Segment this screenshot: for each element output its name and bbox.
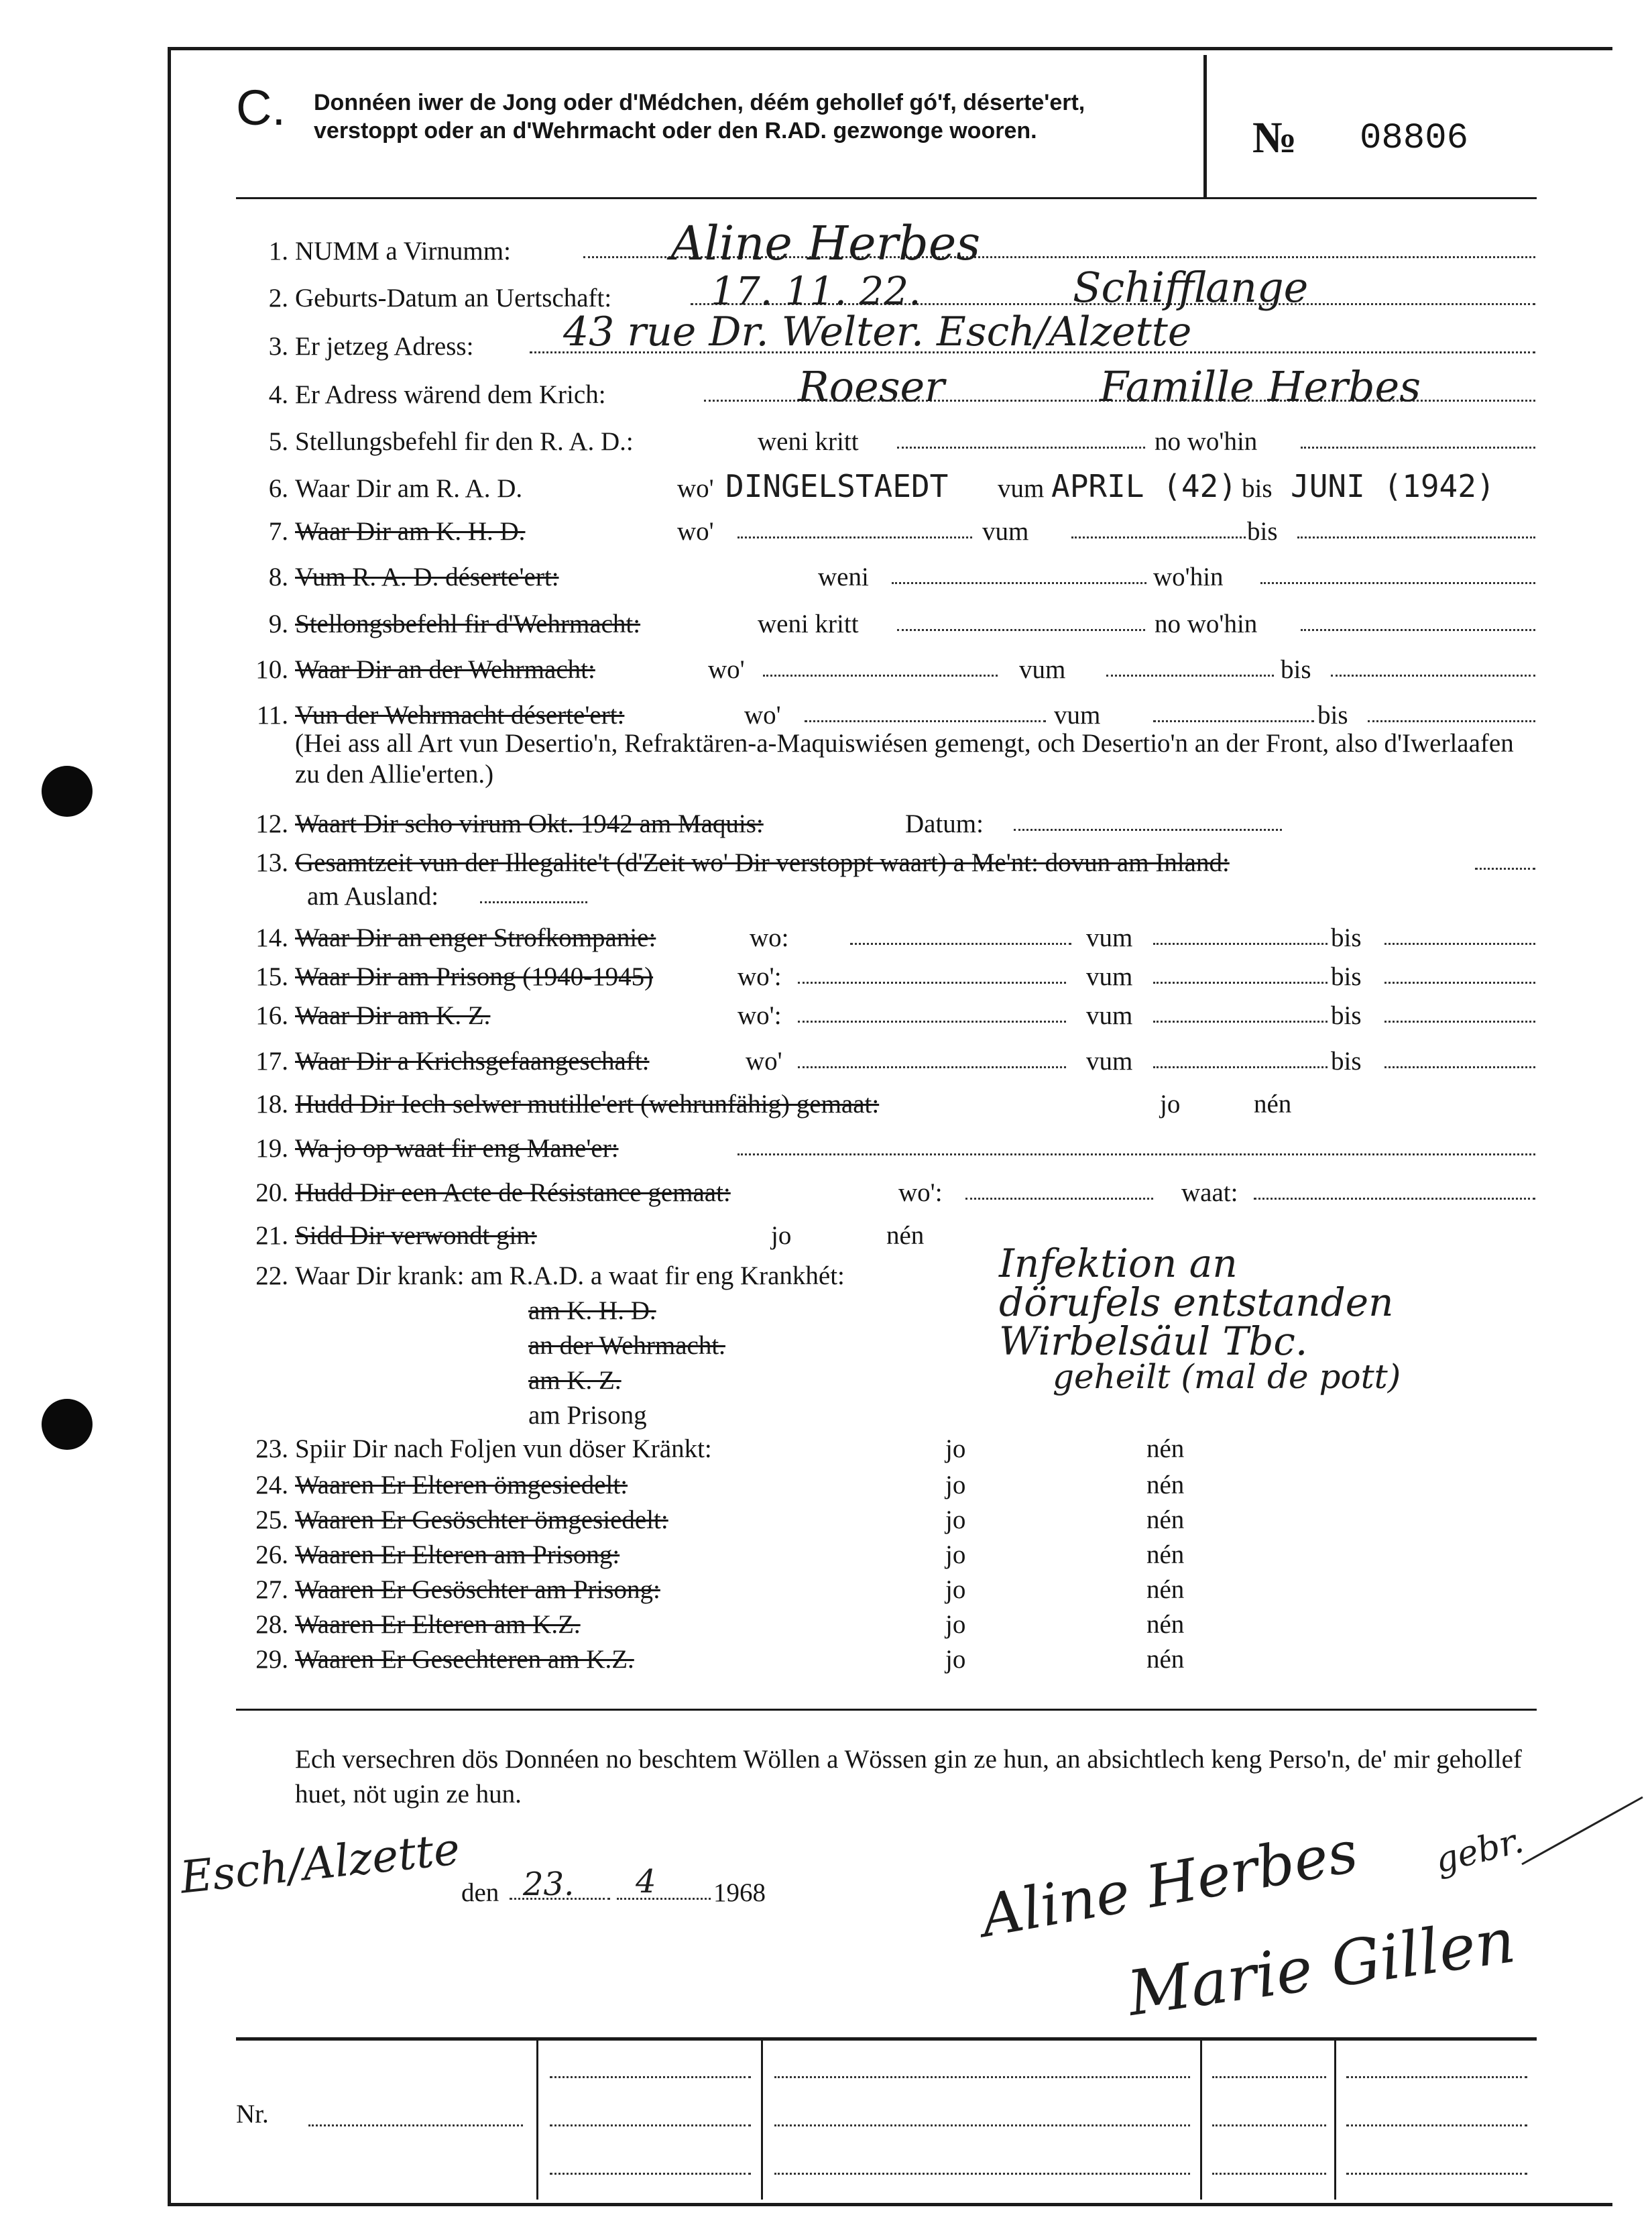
birth-place-value: Schifflange [1073,263,1309,312]
inland-field[interactable] [1475,848,1535,870]
weni-field[interactable] [897,609,1145,631]
row-label: NUMM a Virnumm: [295,237,511,266]
row-number: 13. [255,848,288,877]
signature-aline-herbes: Aline Herbes [976,1818,1363,1951]
row-label: Spiir Dir nach Foljen vun döser Kränkt: [295,1434,712,1463]
vum-label: vum [1086,1047,1133,1076]
row-number: 5. [268,427,288,456]
wo-label: wo': [738,962,782,991]
vum-label: vum [1054,701,1101,730]
row-number: 14. [255,923,288,952]
footer-col-2 [761,2039,763,2200]
bis-label: bis [1331,1047,1362,1076]
row-label: Waar Dir an enger Strofkompanie: [295,923,656,952]
wo-label: wo': [738,1001,782,1030]
row-label: Hudd Dir Iech selwer mutille'ert (wehrunfähig) gemaat: [295,1090,880,1119]
row-number: 22. [255,1261,288,1290]
row-number: 15. [255,962,288,991]
birth-date-value: 17. 11. 22. [711,268,921,314]
vum-label: vum [998,474,1045,503]
row-label: Waar Dir a Krichsgefaangeschaft: [295,1047,650,1076]
footer-field-2a[interactable] [774,2056,1190,2078]
illness-handwritten-4: geheilt (mal de pott) [1053,1357,1401,1396]
waat-label: waat: [1181,1178,1238,1207]
row-number: 18. [255,1090,288,1119]
row-label: Waar Dir krank: am R.A.D. a waat fir eng Krankhét: [295,1261,845,1290]
vum-field[interactable] [1153,700,1314,722]
jo-option: jo [945,1610,966,1639]
row-label: Vum R. A. D. déserte'ert: [295,563,559,591]
nr-field[interactable] [308,2104,523,2126]
row-number: 8. [268,563,288,591]
bis-field[interactable] [1384,1001,1535,1023]
row-number: 11. [256,701,288,730]
illness-sub-4: am Prisong [528,1401,647,1430]
row-number: 12. [255,809,288,838]
weni-label: weni kritt [758,427,859,456]
form-title: Donnéen iwer de Jong oder d'Médchen, déém gehollef gó'f, déserte'ert, verstoppt oder an d'Wehrmacht oder den R.AD. gezwonge wooren. [314,90,1085,144]
row-label: Waaren Er Gesöschter am Prisong: [295,1575,660,1604]
weni-label: weni kritt [758,610,859,638]
jo-option: jo [945,1645,966,1674]
signature-suffix: gebr. [1431,1820,1528,1882]
row-label: Waaren Er Elteren am Prisong: [295,1540,620,1569]
row-number: 27. [255,1575,288,1604]
wo-label: wo' [677,474,714,503]
footer-field-4c[interactable] [1346,2153,1527,2175]
den-label: den [461,1878,499,1907]
illness-handwritten-2: dörufels entstanden [999,1279,1394,1325]
bis-field[interactable] [1384,962,1535,984]
rad-to: JUNI (1942) [1291,468,1495,504]
bis-field[interactable] [1368,700,1535,722]
manner-field[interactable] [738,1133,1535,1155]
row-label: Wa jo op waat fir eng Mane'er: [295,1134,619,1163]
jo-option: jo [945,1471,966,1499]
waat-field[interactable] [1254,1178,1535,1200]
footer-col-3 [1200,2039,1202,2200]
nen-option: nén [1146,1610,1185,1639]
header-divider [1203,55,1207,197]
footer-field-1b[interactable] [550,2104,751,2126]
row-label: Waar Dir am R. A. D. [295,474,523,503]
vum-label: vum [1086,962,1133,991]
rad-place: DINGELSTAEDT [725,468,949,504]
footer-top-rule [236,2037,1537,2041]
row-number: 9. [268,610,288,638]
nen-option: nén [1254,1090,1292,1119]
footer-field-4b[interactable] [1346,2104,1527,2126]
footer-field-3a[interactable] [1212,2056,1326,2078]
vum-label: vum [1086,923,1133,952]
footer-col-1 [536,2039,538,2200]
row-label: Waaren Er Gesöschter ömgesiedelt: [295,1505,668,1534]
weni-field[interactable] [897,426,1145,449]
date-month-field [617,1878,711,1900]
row-label: Stellongsbefehl fir d'Wehrmacht: [295,610,641,638]
vum-field[interactable] [1106,654,1274,677]
wo-field[interactable] [965,1178,1153,1200]
nen-option: nén [1146,1575,1185,1604]
wo-label: wo' [677,517,714,546]
ausland-label: am Ausland: [307,882,439,911]
row-label: Waar Dir am K. Z. [295,1001,491,1030]
wohin-label: no wo'hin [1155,610,1258,638]
row-label: Er jetzeg Adress: [295,332,474,361]
wo-field[interactable] [850,923,1071,945]
date-day: 23. [523,1866,575,1903]
weni-label: weni [818,563,869,591]
wo-field[interactable] [798,962,1066,984]
row-label: Waar Dir an der Wehrmacht: [295,655,595,684]
bis-field[interactable] [1297,516,1535,538]
row-label: Waart Dir scho virum Okt. 1942 am Maquis: [295,809,764,838]
weni-field[interactable] [892,562,1146,584]
row-label: Waar Dir am K. H. D. [295,517,526,546]
row-number: 4. [268,380,288,409]
row-number: 21. [255,1221,288,1250]
nen-option: nén [1146,1471,1185,1499]
war-address-b: Famille Herbes [1100,362,1421,411]
signature-marie-gillen: Marie Gillen [1123,1904,1520,2030]
vum-label: vum [982,517,1029,546]
row-label: Sidd Dir verwondt gin: [295,1221,537,1250]
footer-field-4a[interactable] [1346,2056,1527,2078]
date-month: 4 [636,1863,656,1900]
row-number: 6. [268,474,288,503]
row-number: 1. [268,237,288,266]
wohin-label: wo'hin [1153,563,1224,591]
signature-place: Esch/Alzette [178,1823,463,1904]
jo-option: jo [1160,1090,1181,1119]
row-label: Gesamtzeit vun der Illegalite't (d'Zeit wo' Dir verstoppt waart) a Me'nt: dovun am Inland: [295,848,1230,877]
wo-label: wo' [708,655,745,684]
datum-field[interactable] [1014,809,1282,831]
wo-field[interactable] [798,1046,1066,1068]
form-number: 08806 [1360,118,1469,159]
illness-sub-2: an der Wehrmacht. [528,1331,725,1360]
vum-field[interactable] [1153,923,1328,945]
nr-label: Nr. [236,2100,269,2128]
footer-field-2c[interactable] [774,2153,1190,2175]
header-bottom-rule [236,197,1537,199]
row-number: 19. [255,1134,288,1163]
nen-option: nén [1146,1645,1185,1674]
wo-label: wo' [746,1047,782,1076]
bis-label: bis [1331,1001,1362,1030]
vum-field[interactable] [1153,962,1328,984]
wo-label: wo': [898,1178,943,1207]
wo-field[interactable] [798,1001,1066,1023]
illness-handwritten-1: Infektion an [999,1241,1238,1286]
footer-field-2b[interactable] [774,2104,1190,2126]
jo-option: jo [945,1540,966,1569]
row-number: 7. [268,517,288,546]
nen-option: nén [886,1221,925,1250]
nen-option: nén [1146,1540,1185,1569]
signature-stroke [1515,1784,1649,1878]
row-label: Geburts-Datum an Uertschaft: [295,284,612,312]
row-number: 24. [255,1471,288,1499]
row-number: 29. [255,1645,288,1674]
wo-label: wo' [744,701,781,730]
bis-label: bis [1281,655,1311,684]
vum-label: vum [1086,1001,1133,1030]
row-number: 17. [255,1047,288,1076]
row-number: 20. [255,1178,288,1207]
row-label: Waaren Er Elteren am K.Z. [295,1610,581,1639]
bis-label: bis [1331,962,1362,991]
jo-option: jo [945,1434,966,1463]
bis-label: bis [1247,517,1278,546]
punch-hole-top [42,766,93,817]
footer-field-3c[interactable] [1212,2153,1326,2175]
row-label: Hudd Dir een Acte de Résistance gemaat: [295,1178,731,1207]
jo-option: jo [945,1575,966,1604]
row-number: 10. [255,655,288,684]
declaration-text: Ech versechren dös Donnéen no beschtem Wöllen a Wössen gin ze hun, an absichtlech keng Perso'n, de' mir gehollef huet, nöt ugin ze hun. [295,1745,1522,1809]
wohin-label: no wo'hin [1155,427,1258,456]
datum-label: Datum: [905,809,984,838]
row-label: Waaren Er Gesechteren am K.Z. [295,1645,634,1674]
war-address-a: Roeser [798,362,945,411]
row-label: Er Adress wärend dem Krich: [295,380,606,409]
illness-sub-3: am K. Z. [528,1366,622,1395]
address-value: 43 rue Dr. Welter. Esch/Alzette [563,308,1192,355]
wo-field[interactable] [805,700,1046,722]
nen-option: nén [1146,1505,1185,1534]
section-letter: C. [236,80,286,135]
number-symbol: № [1252,113,1297,162]
row-number: 3. [268,332,288,361]
vum-field[interactable] [1153,1046,1328,1068]
row-label: Stellungsbefehl fir den R. A. D.: [295,427,634,456]
row-label: Waar Dir am Prisong (1940-1945) [295,962,654,991]
footer-field-1c[interactable] [550,2153,751,2175]
vum-field[interactable] [1071,516,1246,538]
wohin-field[interactable] [1301,426,1535,449]
row-number: 26. [255,1540,288,1569]
wo-field[interactable] [763,654,998,677]
vum-label: vum [1019,655,1066,684]
wo-field[interactable] [738,516,972,538]
illness-sub-1: am K. H. D. [528,1296,656,1325]
row-number: 28. [255,1610,288,1639]
footer-field-3b[interactable] [1212,2104,1326,2126]
wo-label: wo: [750,923,789,952]
jo-option: jo [771,1221,792,1250]
row-11-note: (Hei ass all Art vun Desertio'n, Refraktären-a-Maquiswiésen gemengt, och Desertio'n an der Front, also d'Iwerlaafen zu den Allie'erten.) [295,729,1514,789]
bis-label: bis [1331,923,1362,952]
row-number: 2. [268,284,288,312]
bis-label: bis [1242,474,1273,503]
wohin-field[interactable] [1301,609,1535,631]
footer-col-4 [1334,2039,1336,2200]
bis-field[interactable] [1331,654,1535,677]
rad-from: APRIL (42) [1051,468,1237,504]
jo-option: jo [945,1505,966,1534]
row-label: Waaren Er Elteren ömgesiedelt: [295,1471,628,1499]
wohin-field[interactable] [1260,562,1535,584]
bis-label: bis [1317,701,1348,730]
date-year: 1968 [713,1878,766,1907]
row-number: 23. [255,1434,288,1463]
row-number: 25. [255,1505,288,1534]
ausland-field[interactable] [480,881,587,903]
declaration-top-rule [236,1709,1537,1711]
bis-field[interactable] [1384,1046,1535,1068]
nen-option: nén [1146,1434,1185,1463]
punch-hole-bottom [42,1399,93,1450]
row-label: Vun der Wehrmacht déserte'ert: [295,701,625,730]
illness-handwritten-3: Wirbelsäul Tbc. [999,1318,1308,1364]
vum-field[interactable] [1153,1001,1328,1023]
footer-field-1a[interactable] [550,2056,751,2078]
bis-field[interactable] [1384,923,1535,945]
row-number: 16. [255,1001,288,1030]
name-value: Aline Herbes [670,216,981,271]
